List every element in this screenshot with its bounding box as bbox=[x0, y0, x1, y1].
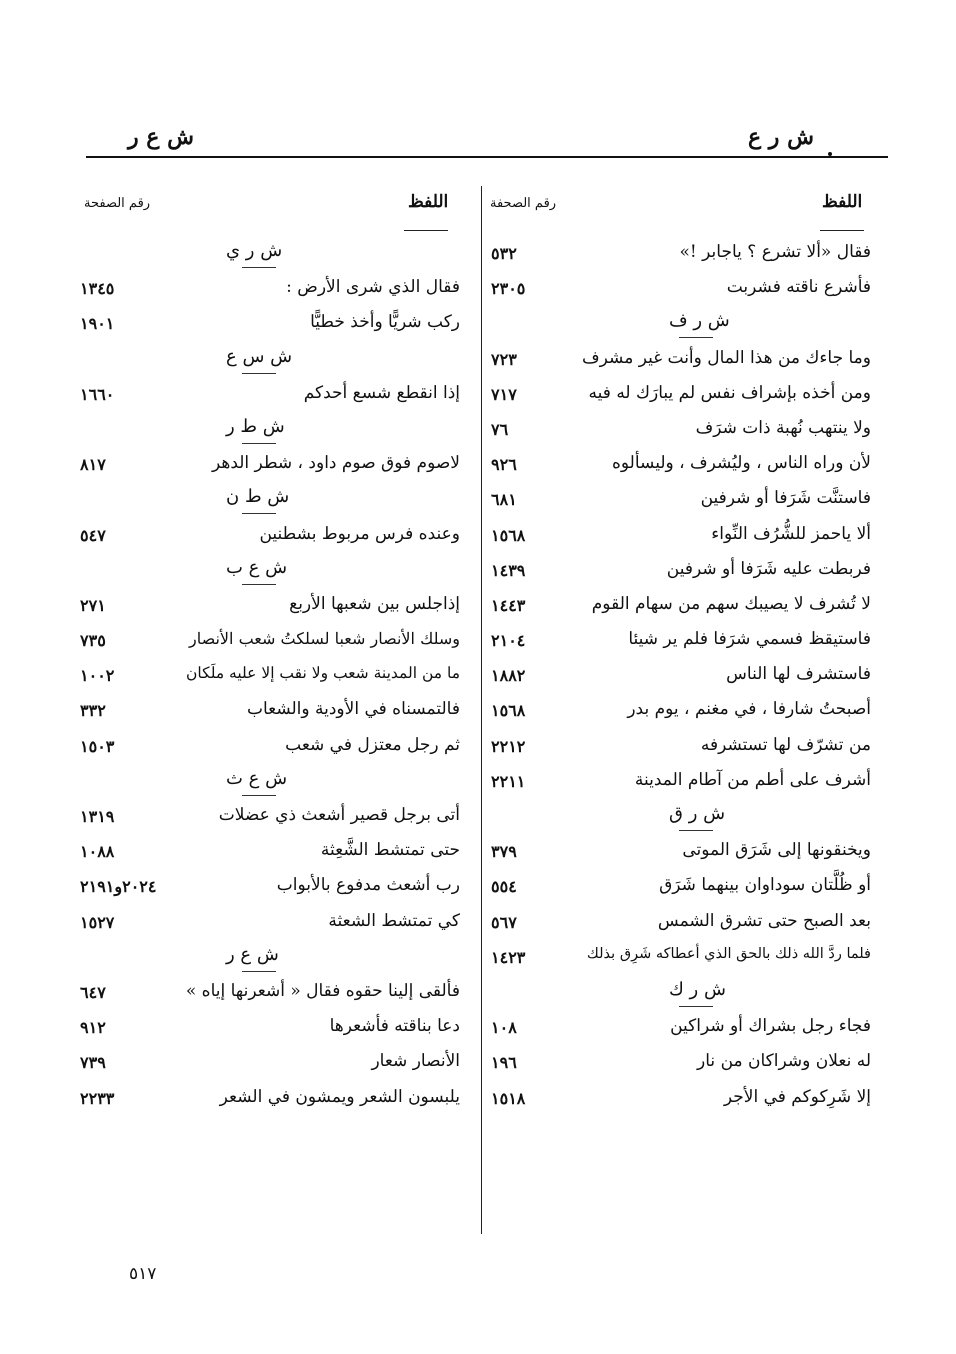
index-entry bbox=[481, 625, 881, 660]
root-underline bbox=[679, 337, 713, 338]
root-heading bbox=[86, 942, 470, 977]
entry-page-number: ١٥٦٨ bbox=[491, 525, 526, 545]
index-entry bbox=[481, 555, 881, 590]
root-letters: ش ر ي bbox=[226, 240, 283, 261]
entry-text: أصبحتُ شارفا ، في مغنم ، يوم بدر bbox=[627, 699, 871, 720]
entry-page-number: ٢٢٣٣ bbox=[80, 1088, 115, 1108]
entry-page-number: ١٨٨٢ bbox=[491, 666, 526, 686]
entry-page-number: ٢٢١١ bbox=[491, 771, 526, 791]
index-entry bbox=[80, 660, 470, 695]
root-heading bbox=[481, 308, 881, 343]
running-header-left: ش ع ر bbox=[128, 124, 194, 150]
entry-text: فألقى إلينا حقوه فقال « أشعرنها إياه » bbox=[185, 980, 460, 1001]
entry-page-number: ١٥٢٧ bbox=[80, 912, 115, 932]
entry-page-number: ٢٢١٢ bbox=[491, 736, 526, 756]
entry-page-number: ٧٦ bbox=[491, 419, 509, 439]
entry-text: من تشرّف لها تستشرفه bbox=[700, 734, 871, 755]
root-heading bbox=[86, 555, 470, 590]
entry-page-number: ٦٨١ bbox=[491, 490, 517, 510]
index-entry bbox=[481, 871, 881, 906]
entry-page-number: ٢٠٢٤و٢١٩١ bbox=[80, 877, 157, 897]
index-entry bbox=[80, 871, 470, 906]
right-term-heading: اللفظ bbox=[822, 192, 863, 212]
entry-text: وسلك الأنصار شعبا لسلكتُ شعب الأنصار bbox=[189, 629, 460, 649]
index-entry bbox=[80, 449, 470, 484]
entry-text: الأنصار شعار bbox=[371, 1051, 460, 1072]
root-underline bbox=[679, 830, 713, 831]
index-entry bbox=[80, 590, 470, 625]
root-heading bbox=[86, 484, 470, 519]
entry-text: بعد الصبح حتى تشرق الشمس bbox=[657, 910, 871, 931]
entry-text: فلما ردَّ الله ذلك بالحق الذي أعطاكه شَرِق بذلك bbox=[586, 945, 871, 962]
entry-text: فجاء رجل بشراك أو شراكين bbox=[670, 1016, 871, 1037]
index-entry bbox=[481, 414, 881, 449]
entry-text: ما من المدينة شعب ولا نقب إلا عليه ملَكان bbox=[186, 664, 460, 683]
entry-text: فاستنَّت شَرَفا أو شرفين bbox=[700, 488, 871, 509]
entry-text: له نعلان وشراكان من نار bbox=[697, 1051, 871, 1072]
index-entry bbox=[481, 520, 881, 555]
entry-page-number: ١٩٦ bbox=[491, 1053, 517, 1073]
right-page-heading: رقم الصحفة bbox=[490, 196, 557, 211]
root-letters: ش ر ف bbox=[669, 310, 730, 332]
entry-page-number: ٨١٧ bbox=[80, 455, 106, 475]
index-entry bbox=[481, 695, 881, 730]
entry-page-number: ١٥١٨ bbox=[491, 1088, 526, 1108]
root-underline bbox=[679, 1006, 713, 1007]
index-entry bbox=[481, 449, 881, 484]
entry-text: رب أشعث مدفوع بالأبواب bbox=[276, 875, 460, 896]
index-entry bbox=[80, 836, 470, 871]
root-letters: ش ط ر bbox=[226, 415, 285, 437]
root-underline bbox=[242, 267, 276, 268]
root-heading bbox=[86, 766, 470, 801]
entry-text: فربطت عليه شَرَفا أو شرفين bbox=[666, 558, 871, 579]
entry-page-number: ٧٢٣ bbox=[491, 349, 517, 369]
entry-page-number: ٢٧١ bbox=[80, 595, 106, 615]
index-entry bbox=[481, 907, 881, 942]
root-heading bbox=[86, 344, 470, 379]
entry-text: يلبسون الشعر ويمشون في الشعر bbox=[219, 1086, 460, 1107]
root-letters: ش س ع bbox=[226, 345, 293, 367]
entry-page-number: ١٠٠٢ bbox=[80, 666, 115, 686]
entry-text: لأن وراه الناس ، وليُشرف ، وليسألوه bbox=[611, 453, 871, 474]
index-entry bbox=[481, 484, 881, 519]
entry-text: ولا ينتهب نُهبة ذات شرَف bbox=[695, 417, 871, 438]
entry-text: لا تُشرف لا يصيبك سهم من سهام القوم bbox=[591, 593, 871, 614]
index-entry bbox=[481, 344, 881, 379]
entry-text: حتى تمتشط الشَّعِثة bbox=[320, 840, 460, 861]
root-heading bbox=[481, 977, 881, 1012]
entry-text: فاستشرف لها الناس bbox=[726, 664, 871, 685]
root-heading bbox=[481, 801, 881, 836]
entry-text: فاستيقظ فسمي شرَفا فلم ير شيئا bbox=[628, 629, 871, 650]
index-entry bbox=[481, 731, 881, 766]
index-entry bbox=[481, 1047, 881, 1082]
left-term-heading: اللفظ bbox=[408, 192, 449, 212]
entry-page-number: ٦٤٧ bbox=[80, 982, 106, 1002]
root-letters: ش ع ث bbox=[226, 767, 288, 789]
entry-page-number: ١٣٤٥ bbox=[80, 279, 115, 299]
entry-text: ويخنقونها إلى شَرَق الموتى bbox=[682, 840, 871, 861]
entry-text: أشرف على أطم من آطام المدينة bbox=[634, 769, 871, 790]
index-entry bbox=[80, 695, 470, 730]
index-entry bbox=[481, 660, 881, 695]
entry-text: ألا ياحمز للشُّرُف النِّواء bbox=[711, 523, 871, 544]
entry-text: وعنده فرس مربوط بشطنين bbox=[259, 523, 460, 544]
root-underline bbox=[242, 971, 276, 972]
index-entry bbox=[80, 1012, 470, 1047]
root-letters: ش ر ق bbox=[669, 803, 726, 824]
root-letters: ش ط ن bbox=[226, 486, 290, 508]
entry-page-number: ١٩٠١ bbox=[80, 314, 115, 334]
root-underline bbox=[242, 443, 276, 444]
root-letters: ش ر ك bbox=[669, 978, 726, 1000]
entry-page-number: ٥٥٤ bbox=[491, 877, 517, 897]
root-heading bbox=[86, 414, 470, 449]
root-underline bbox=[242, 513, 276, 514]
right-column bbox=[481, 238, 881, 1118]
root-underline bbox=[242, 584, 276, 585]
entry-page-number: ٢٣٠٥ bbox=[491, 279, 526, 299]
running-header-right: ش ر ع bbox=[748, 124, 814, 150]
header-rule bbox=[86, 156, 888, 158]
page-number: ٥١٧ bbox=[129, 1264, 157, 1284]
index-entry bbox=[481, 379, 881, 414]
index-entry bbox=[80, 273, 470, 308]
index-entry bbox=[481, 942, 881, 977]
entry-page-number: ٣٧٩ bbox=[491, 842, 517, 862]
entry-page-number: ١٠٨ bbox=[491, 1018, 517, 1038]
entry-page-number: ١٥٦٨ bbox=[491, 701, 526, 721]
entry-page-number: ١٣١٩ bbox=[80, 807, 115, 826]
entry-page-number: ١٤٢٣ bbox=[491, 947, 526, 967]
index-entry bbox=[80, 731, 470, 766]
entry-page-number: ٥٤٧ bbox=[80, 525, 106, 545]
entry-page-number: ٣٣٢ bbox=[80, 701, 106, 721]
entry-page-number: ١٤٤٣ bbox=[491, 595, 526, 615]
left-column bbox=[80, 238, 470, 1118]
index-entry bbox=[80, 977, 470, 1012]
entry-page-number: ٧٣٩ bbox=[80, 1053, 106, 1073]
entry-text: إذاجلس بين شعبها الأربع bbox=[289, 593, 460, 614]
root-underline bbox=[242, 373, 276, 374]
index-entry bbox=[481, 273, 881, 308]
index-entry bbox=[481, 238, 881, 273]
left-page-heading: رقم الصفحة bbox=[84, 196, 151, 211]
root-underline bbox=[242, 795, 276, 796]
index-entry bbox=[80, 907, 470, 942]
entry-text: فالتمسناه في الأودية والشعاب bbox=[246, 699, 460, 720]
root-letters: ش ع ب bbox=[226, 556, 288, 578]
index-entry bbox=[481, 766, 881, 801]
entry-text: وما جاءك من هذا المال وأنت غير مشرف bbox=[582, 347, 871, 368]
entry-page-number: ١٥٠٣ bbox=[80, 736, 115, 756]
index-entry bbox=[80, 1047, 470, 1082]
entry-page-number: ٩١٢ bbox=[80, 1018, 106, 1038]
entry-text: كي تمتشط الشعثة bbox=[328, 910, 460, 931]
index-entry bbox=[80, 801, 470, 836]
entry-page-number: ٥٦٧ bbox=[491, 912, 517, 932]
index-entry bbox=[481, 590, 881, 625]
index-entry bbox=[80, 625, 470, 660]
root-letters: ش ع ر bbox=[226, 943, 279, 965]
entry-text: أو ظُلَّتان سوداوان بينهما شَرَق bbox=[659, 875, 871, 896]
root-heading bbox=[86, 238, 470, 273]
entry-page-number: ٧١٧ bbox=[491, 384, 517, 404]
entry-text: لاصوم فوق صوم داود ، شطر الدهر bbox=[211, 453, 460, 474]
index-entry bbox=[80, 520, 470, 555]
entry-page-number: ٧٣٥ bbox=[80, 631, 106, 651]
entry-text: فقال «ألا تشرع ؟ ياجابر !» bbox=[679, 242, 871, 262]
entry-text: ومن أخذه بإشراف نفس لم يبارَك له فيه bbox=[588, 382, 871, 403]
entry-page-number: ١٦٦٠ bbox=[80, 384, 115, 404]
entry-page-number: ١٠٨٨ bbox=[80, 842, 115, 862]
entry-page-number: ٢١٠٤ bbox=[491, 631, 526, 651]
entry-text: ركب شريًّا وأخذ خطيًّا bbox=[310, 312, 460, 333]
entry-text: إلا شَرِكوكم في الأجر bbox=[723, 1086, 871, 1107]
index-entry bbox=[481, 1012, 881, 1047]
entry-text: ثم رجل معتزل في شعب bbox=[285, 734, 460, 755]
entry-page-number: ٥٣٢ bbox=[491, 244, 517, 263]
entry-text: فأشرع ناقته فشربت bbox=[726, 277, 871, 298]
index-entry bbox=[481, 836, 881, 871]
entry-page-number: ١٤٣٩ bbox=[491, 560, 526, 580]
entry-text: دعا بناقته فأشعرها bbox=[329, 1016, 460, 1037]
entry-text: إذا انقطع شسع أحدكم bbox=[303, 382, 460, 403]
entry-text: أتى برجل قصير أشعث ذي عضلات bbox=[218, 805, 460, 825]
index-entry bbox=[80, 308, 470, 343]
entry-page-number: ٩٢٦ bbox=[491, 455, 517, 475]
index-entry bbox=[80, 379, 470, 414]
right-term-heading-underline bbox=[820, 230, 864, 231]
header-mark bbox=[828, 152, 832, 156]
index-entry bbox=[481, 1083, 881, 1118]
entry-text: فقال الذي شرى الأرض : bbox=[286, 277, 460, 298]
index-entry bbox=[80, 1083, 470, 1118]
left-term-heading-underline bbox=[404, 230, 448, 231]
